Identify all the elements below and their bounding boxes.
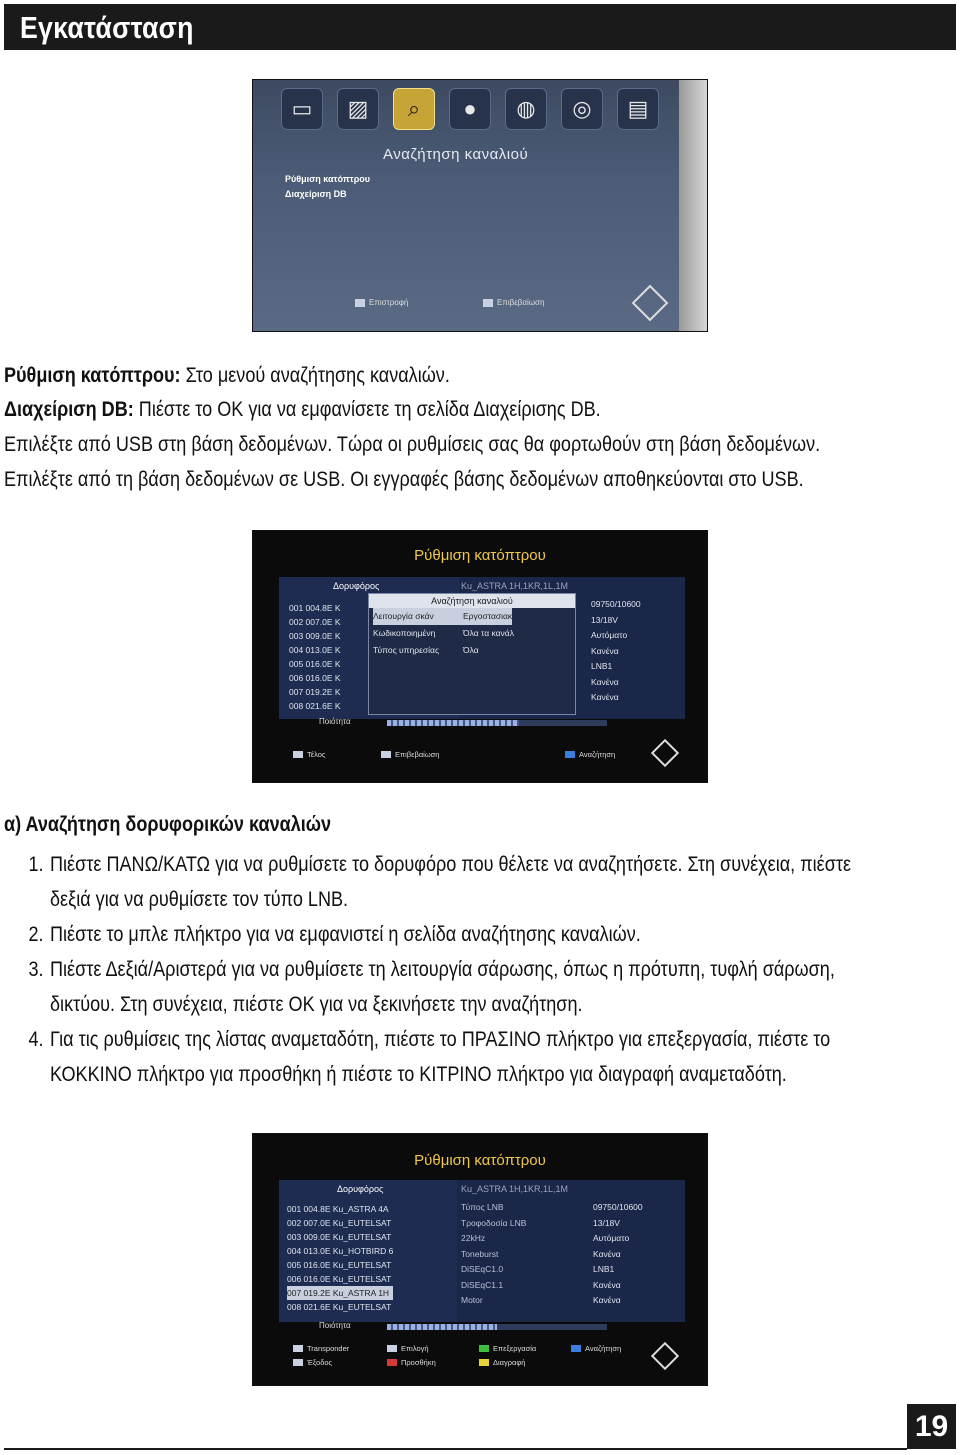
- channel-search-popup: [368, 593, 576, 715]
- monitor-icon: ▤: [617, 88, 659, 130]
- popup-row-service-type[interactable]: Τύπος υπηρεσίας Όλα: [373, 645, 479, 655]
- blue-key-icon: [565, 751, 575, 758]
- lnb-label: DiSEqC1.0: [461, 1264, 504, 1274]
- satellite-name-header: Ku_ASTRA 1H,1KR,1L,1M: [461, 581, 569, 591]
- footer-exit: Έξοδος: [293, 1358, 332, 1367]
- lnb-labels: [461, 1200, 526, 1309]
- table-row: 003 009.0E K: [289, 631, 341, 641]
- footer-back: Επιστροφή: [355, 298, 408, 307]
- page-header: [4, 4, 956, 50]
- satellite-name-header: Ku_ASTRA 1H,1KR,1L,1M: [461, 1184, 569, 1194]
- quality-bar: [387, 1324, 607, 1330]
- quality-bar: [387, 720, 607, 726]
- screenshot-mirror-setup-search: [252, 530, 708, 783]
- table-row-selected[interactable]: 007 019.2E Ku_ASTRA 1H: [287, 1286, 393, 1300]
- green-key-icon: [479, 1345, 489, 1352]
- red-key-icon: [387, 1359, 397, 1366]
- page-number: 19: [907, 1404, 956, 1449]
- quality-label: Ποιότητα: [319, 1321, 351, 1330]
- footer-edit: Επεξεργασία: [479, 1344, 536, 1353]
- lnb-value: Αυτόματο: [591, 630, 628, 640]
- footer-add: Προσθήκη: [387, 1358, 436, 1367]
- table-row[interactable]: 002 007.0E Ku_EUTELSAT: [287, 1218, 392, 1228]
- lnb-value: 13/18V: [591, 614, 618, 625]
- ok-key-icon: [387, 1345, 397, 1352]
- lnb-value: Κανένα: [593, 1279, 621, 1290]
- menu-heading: Αναζήτηση καναλιού: [383, 146, 529, 163]
- intro-line-2: Διαχείριση DB: Πιέστε το OK για να εμφανίσετε τη σελίδα Διαχείρισης DB.: [4, 398, 601, 421]
- menu-footer: [253, 290, 707, 320]
- screenshot-channel-search-menu: [252, 79, 708, 332]
- list-item-4-line-1: 4. Για τις ρυθμίσεις της λίστας αναμεταδότη, πιέστε το ΠΡΑΣΙΝΟ πλήκτρο για επεξεργασία, πιέστε το: [28, 1028, 831, 1051]
- table-row[interactable]: 005 016.0E Ku_EUTELSAT: [287, 1260, 392, 1270]
- popup-title: Αναζήτηση καναλιού: [369, 594, 575, 608]
- table-row[interactable]: 001 004.8E Ku_ASTRA 4A: [287, 1204, 389, 1214]
- lnb-value: Κανένα: [591, 692, 619, 702]
- footer-delete: Διαγραφή: [479, 1358, 525, 1367]
- menu-list: [285, 172, 370, 202]
- yellow-key-icon: [479, 1359, 489, 1366]
- table-row[interactable]: 004 013.0E Ku_HOTBIRD 6: [287, 1246, 394, 1256]
- lnb-value: Αυτόματο: [593, 1233, 630, 1243]
- exit-key-icon: [293, 1359, 303, 1366]
- table-row: 005 016.0E K: [289, 659, 341, 669]
- exit-key-icon: [355, 299, 365, 307]
- quality-bar-fill: [387, 720, 519, 726]
- camera-icon: ●: [449, 88, 491, 130]
- list-item-1-line-1: 1. Πιέστε ΠΑΝΩ/ΚΑΤΩ για να ρυθμίσετε το δορυφόρο που θέλετε να αναζητήσετε. Στη συνέχεια, πιέστε: [28, 853, 852, 876]
- disc-icon: ◎: [561, 88, 603, 130]
- lnb-values: [593, 1200, 643, 1309]
- search-icon: ⌕: [393, 88, 435, 130]
- lnb-value: Κανένα: [593, 1295, 621, 1305]
- footer-confirm: Επιλογή: [387, 1344, 429, 1353]
- dpad-icon: [651, 739, 679, 767]
- footer-exit: Τέλος: [293, 750, 326, 759]
- satellite-column-header: Δορυφόρος: [337, 1184, 384, 1194]
- table-row: 002 007.0E K: [289, 617, 341, 627]
- menu-item-mirror-setup: Ρύθμιση κατόπτρου: [285, 174, 370, 184]
- table-row[interactable]: 003 009.0E Ku_EUTELSAT: [287, 1232, 392, 1242]
- tv-icon: ▭: [281, 88, 323, 130]
- table-row: 001 004.8E K: [289, 603, 341, 613]
- footer-confirm: Επιβεβαίωση: [483, 298, 544, 307]
- table-row: 004 013.0E K: [289, 645, 341, 655]
- satellite-rows: [289, 601, 341, 713]
- lnb-value: Κανένα: [593, 1248, 621, 1259]
- osd-title: Ρύθμιση κατόπτρου: [414, 547, 546, 564]
- menu-item-db-management: Διαχείριση DB: [285, 189, 347, 199]
- intro-line-4: Επιλέξτε από τη βάση δεδομένων σε USB. Οι εγγραφές βάσης δεδομένων αποθηκεύονται στο USB.: [4, 468, 804, 491]
- lnb-value: 13/18V: [593, 1217, 620, 1228]
- list-item-3-line-2: δικτύου. Στη συνέχεια, πιέστε OK για να ξεκινήσετε την αναζήτηση.: [50, 993, 583, 1016]
- lnb-label: Τύπος LNB: [461, 1202, 504, 1212]
- lnb-label: DiSEqC1.1: [461, 1279, 504, 1290]
- footer-search: Αναζήτηση: [571, 1344, 621, 1353]
- dpad-icon: [651, 1342, 679, 1370]
- list-item-3-line-1: 3. Πιέστε Δεξιά/Αριστερά για να ρυθμίσετε τη λειτουργία σάρωσης, όπως η πρότυπη, τυφλή σάρωση,: [28, 958, 835, 981]
- quality-label: Ποιότητα: [319, 717, 351, 726]
- list-item-4-line-2: ΚΟΚΚΙΝΟ πλήκτρο για προσθήκη ή πιέστε το ΚΙΤΡΙΝΟ πλήκτρο για διαγραφή αναμεταδότη.: [50, 1063, 787, 1086]
- table-row[interactable]: 006 016.0E Ku_EUTELSAT: [287, 1274, 392, 1284]
- lnb-label: Toneburst: [461, 1248, 499, 1259]
- lnb-value: LNB1: [593, 1264, 615, 1274]
- table-row: 008 021.6E K: [289, 701, 341, 711]
- table-row: 006 016.0E K: [289, 673, 341, 683]
- menu-icon-bar: [281, 88, 681, 138]
- intro-line-3: Επιλέξτε από USB στη βάση δεδομένων. Τώρα οι ρυθμίσεις σας θα φορτωθούν στη βάση δεδομένων.: [4, 433, 821, 456]
- globe-icon: ◍: [505, 88, 547, 130]
- footer-transponder: Transponder: [293, 1344, 349, 1353]
- satellite-rows: [287, 1202, 393, 1314]
- image-icon: ▨: [337, 88, 379, 130]
- table-row[interactable]: 008 021.6E Ku_EUTELSAT: [287, 1302, 392, 1312]
- page-title: Εγκατάσταση: [20, 10, 194, 45]
- footer-search: Αναζήτηση: [565, 750, 615, 759]
- lnb-value: Κανένα: [591, 676, 619, 687]
- satellite-column-header: Δορυφόρος: [333, 581, 380, 591]
- screenshot-mirror-setup-transponder: [252, 1133, 708, 1386]
- blue-key-icon: [571, 1345, 581, 1352]
- lnb-value: Κανένα: [591, 645, 619, 656]
- lnb-values: [591, 597, 641, 706]
- lnb-value: 09750/10600: [591, 599, 641, 609]
- lnb-label: 22kHz: [461, 1233, 486, 1243]
- footer-rule: [4, 1448, 907, 1450]
- dpad-icon: [632, 285, 669, 322]
- popup-row-scan-mode[interactable]: Λειτουργία σκάν Εργοστασιακ: [369, 608, 575, 625]
- exit-key-icon: [293, 751, 303, 758]
- quality-bar-fill: [387, 1324, 497, 1330]
- lnb-label: Τροφοδοσία LNB: [461, 1217, 527, 1228]
- ok-key-icon: [381, 751, 391, 758]
- lnb-value: LNB1: [591, 661, 613, 671]
- footer-confirm: Επιβεβαίωση: [381, 750, 439, 759]
- popup-row-encrypted[interactable]: Κωδικοποιημένη Όλα τα κανάλ: [373, 628, 514, 638]
- lnb-label: Motor: [461, 1295, 483, 1305]
- section-title: α) Αναζήτηση δορυφορικών καναλιών: [4, 813, 332, 836]
- info-key-icon: [293, 1345, 303, 1352]
- list-item-1-line-2: δεξιά για να ρυθμίσετε τον τύπο LNB.: [50, 888, 349, 911]
- ok-key-icon: [483, 299, 493, 307]
- table-row: 007 019.2E K: [289, 687, 341, 697]
- lnb-value: 09750/10600: [593, 1202, 643, 1212]
- list-item-2: 2. Πιέστε το μπλε πλήκτρο για να εμφανιστεί η σελίδα αναζήτησης καναλιών.: [28, 923, 641, 946]
- intro-line-1: Ρύθμιση κατόπτρου: Στο μενού αναζήτησης καναλιών.: [4, 364, 450, 387]
- osd-title: Ρύθμιση κατόπτρου: [414, 1152, 546, 1169]
- tv-bezel: [679, 80, 707, 331]
